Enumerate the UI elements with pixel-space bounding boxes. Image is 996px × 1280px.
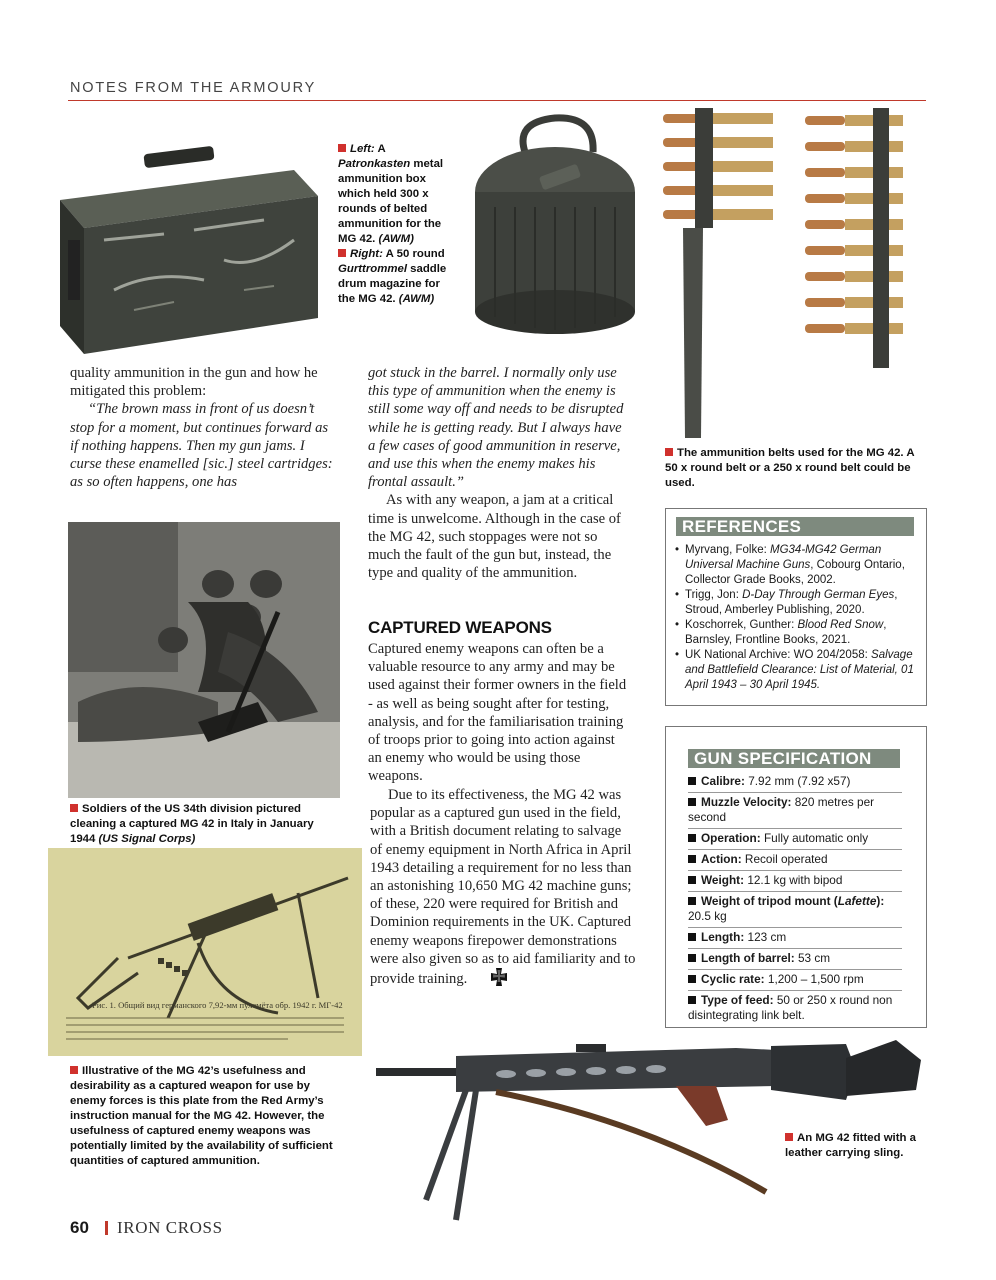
caption-right: Right: A 50 round Gurttrommel saddle drum magazine for the MG 42. (AWM) [338, 248, 447, 305]
reference-item: • Myrvang, Folke: MG34-MG42 German Universal Machine Guns, Cobourg Ontario, Collector Grade Books, 2002. [675, 543, 920, 588]
reference-item: • Koschorrek, Gunther: Blood Red Snow, Barnsley, Frontline Books, 2021. [675, 618, 920, 648]
iron-cross-icon [471, 968, 491, 986]
body-quote-continued: got stuck in the barrel. I normally only use this type of ammunition when the enemy is still some way off and needs to be disrupted while he is getting ready. But I always have a few cases of good ammunition in reserve, and use this when the enemy makes his frontal assault.” [368, 365, 624, 491]
body-paragraph: Due to its effectiveness, the MG 42 was popular as a captured gun used in the field, with a British document relating to salvage of enemy equipment in North Africa in April 1943 detailing a requirement for no less than an astonishing 10,650 MG 42 machine guns; of these, 220 were required for British and Dominion requirements in the UK. Captured enemy weapons firepower demonstrations were also given so as to aid familiarity and to provide training. [370, 787, 636, 988]
spec-row-cyclic-rate: Cyclic rate: 1,200 – 1,500 rpm [688, 972, 902, 991]
reference-item: • Trigg, Jon: D-Day Through German Eyes, Stroud, Amberley Publishing, 2020. [675, 588, 920, 618]
spec-row-tripod-weight: Weight of tripod mount (Lafette): 20.5 kg [688, 894, 902, 928]
mg42-photo [376, 1030, 936, 1230]
references-title: REFERENCES [676, 517, 914, 536]
caption-ammo-box [338, 142, 453, 307]
spec-row-barrel-length: Length of barrel: 53 cm [688, 951, 902, 970]
spec-marker [688, 798, 696, 806]
caption-belts: The ammunition belts used for the MG 42. A 50 x round belt or a 250 x round belt could be used. [665, 447, 915, 489]
spec-marker [688, 996, 696, 1004]
footer-divider [105, 1221, 108, 1235]
caption-marker [785, 1133, 793, 1141]
caption-manual: Illustrative of the MG 42’s usefulness and desirability as a captured weapon for use by enemy forces is this plate from the Red Army’s instruction manual for the MG 42. However, the usefulness of captured enemy weapons was potentially limited by the availability of sufficient quantities of captured ammunition. [70, 1065, 333, 1167]
spec-row-length: Length: 123 cm [688, 930, 902, 949]
caption-left: Left: A Patronkasten metal ammunition box which held 300 x rounds of belted ammunition for the MG 42. (AWM) [338, 143, 444, 245]
caption-mg42: An MG 42 fitted with a leather carrying sling. [783, 1131, 927, 1161]
ammo-box-photo [44, 140, 334, 360]
spec-marker [688, 975, 696, 983]
page-number: 60 [70, 1218, 89, 1237]
caption-marker [70, 804, 78, 812]
spec-row-muzzle-velocity: Muzzle Velocity: 820 metres per second [688, 795, 902, 829]
spec-marker [688, 876, 696, 884]
captured-weapons-heading: CAPTURED WEAPONS [368, 618, 552, 637]
gun-specification-title: GUN SPECIFICATION [688, 749, 900, 768]
spec-marker [688, 855, 696, 863]
caption-marker [338, 249, 346, 257]
manual-plate-photo [48, 848, 362, 1056]
body-paragraph: As with any weapon, a jam at a critical time is unwelcome. Although in the case of the MG 42, such stoppages were not so much the fault of the gun but, instead, the type and quality of the ammunition. [368, 492, 621, 582]
spec-marker [688, 954, 696, 962]
references-list [675, 543, 920, 693]
reference-item: • UK National Archive: WO 204/2058: Salvage and Battlefield Clearance: List of Material, 01 April 1943 – 30 April 1945. [675, 648, 920, 693]
body-column-1 [70, 364, 338, 491]
caption-soldiers: Soldiers of the US 34th division pictured cleaning a captured MG 42 in Italy in January 1944 (US Signal Corps) [70, 803, 314, 845]
spec-marker [688, 777, 696, 785]
spec-marker [688, 897, 696, 905]
soldiers-photo [68, 522, 340, 798]
captured-weapons-text-2 [370, 786, 636, 988]
body-paragraph: quality ammunition in the gun and how he mitigated this problem: [70, 365, 318, 400]
references-box [665, 508, 927, 706]
drum-magazine-photo [455, 112, 647, 344]
caption-marker [338, 144, 346, 152]
spec-marker [688, 834, 696, 842]
manual-plate-caption: Рис. 1. Общий вид германского 7,92-мм пулемёта обр. 1942 г. МГ-42 [92, 1000, 343, 1010]
spec-row-action: Action: Recoil operated [688, 852, 902, 871]
body-paragraph: Captured enemy weapons can often be a valuable resource to any army and may be used against their former owners in the field - as well as being sought after for testing, analysis, and for the familiarisation training of troops prior to going into action against an enemy who would be using those weapons. [368, 641, 627, 785]
spec-row-weight: Weight: 12.1 kg with bipod [688, 873, 902, 892]
spec-marker [688, 933, 696, 941]
caption-marker [665, 448, 673, 456]
spec-row-calibre: Calibre: 7.92 mm (7.92 x57) [688, 774, 902, 793]
spec-row-operation: Operation: Fully automatic only [688, 831, 902, 850]
spec-row-feed: Type of feed: 50 or 250 x round non disintegrating link belt. [688, 993, 893, 1022]
magazine-name: IRON CROSS [117, 1218, 223, 1237]
ammunition-belts-photo [655, 108, 925, 448]
running-head: NOTES FROM THE ARMOURY [70, 80, 317, 96]
caption-marker [70, 1066, 78, 1074]
header-rule [68, 100, 926, 101]
body-column-2 [368, 364, 630, 582]
captured-weapons-text-1 [368, 640, 630, 786]
body-quote: “The brown mass in front of us doesn’t stop for a moment, but continues forward as if nothing happens. Then my gun jams. I curse these enamelled [sic.] steel cartridges: as so often happens, one has [70, 401, 333, 491]
